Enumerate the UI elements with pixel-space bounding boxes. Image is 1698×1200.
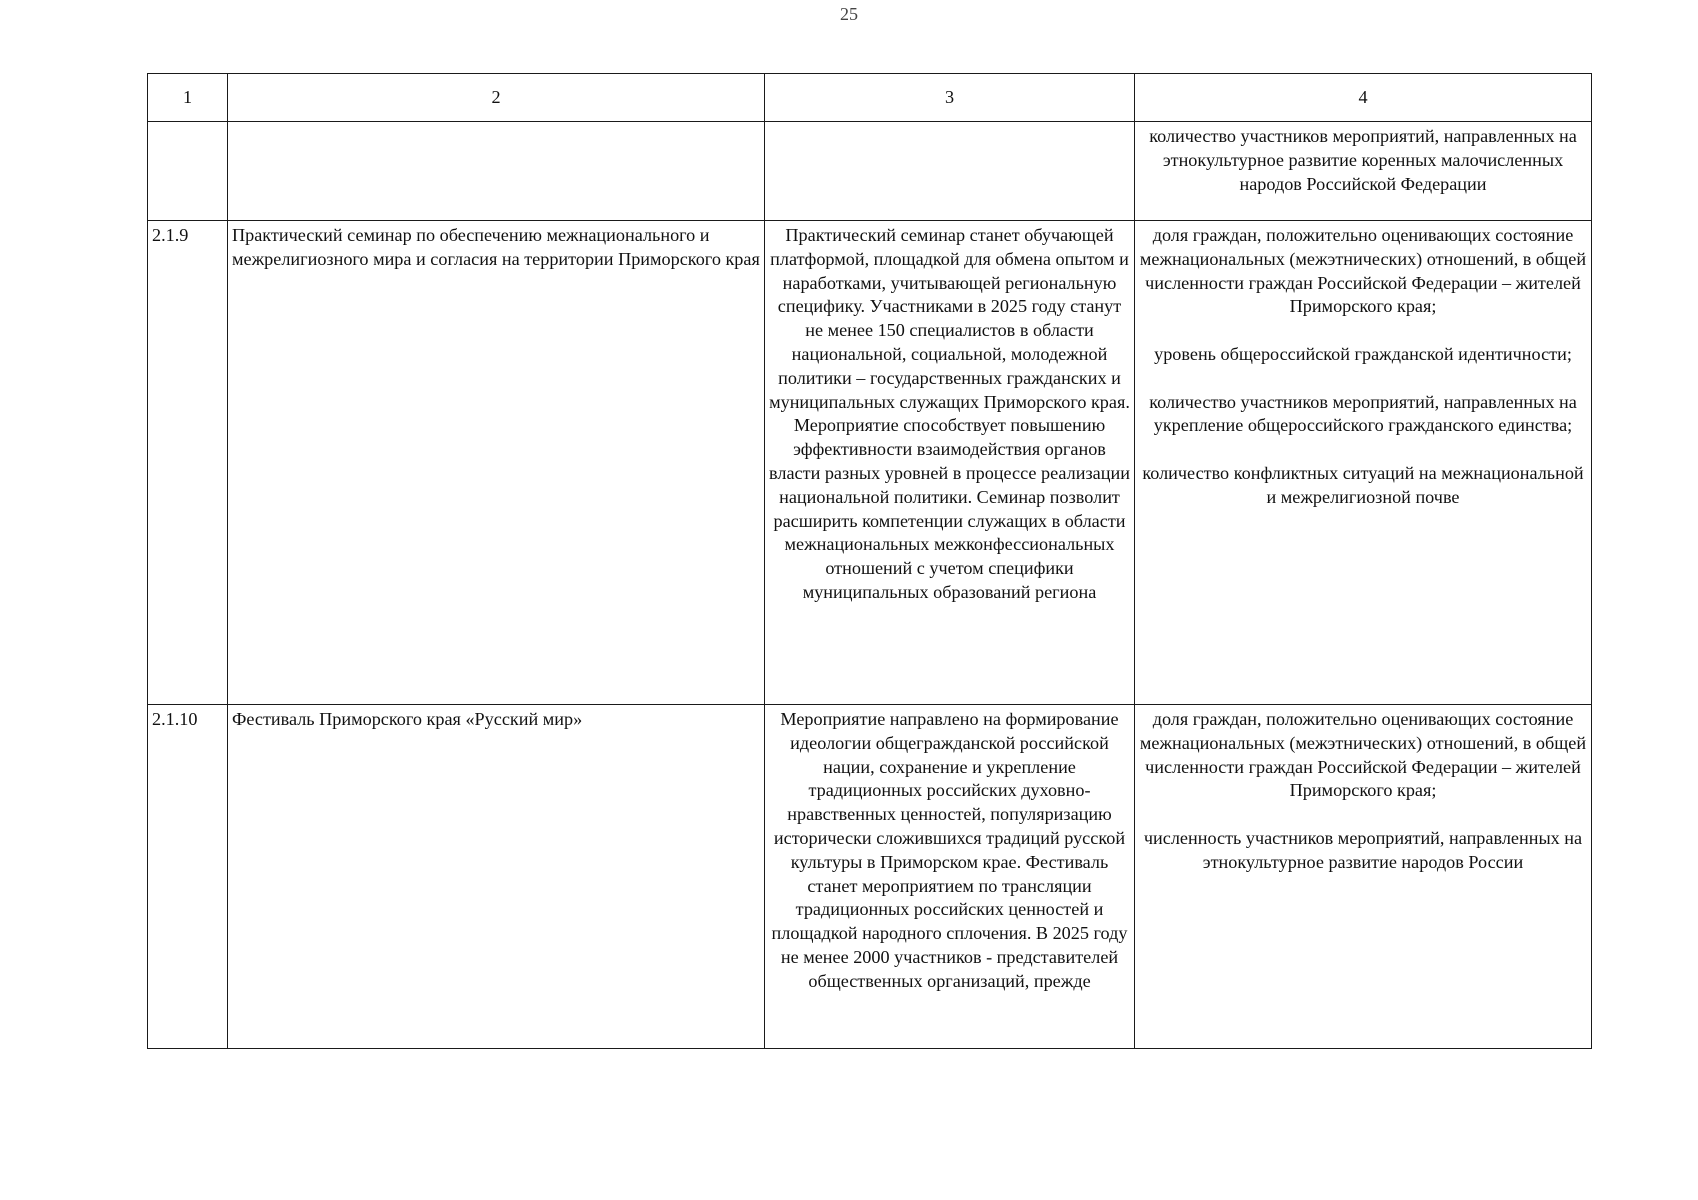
indicator-text: количество участников мероприятий, направленных на этнокультурное развитие коренных малочисленных народов Российской Федерации: [1149, 126, 1577, 194]
page-number: 25: [840, 4, 858, 24]
row-number-cell: [148, 122, 228, 221]
table-row: [148, 705, 1592, 1049]
indicators-cell: [1135, 221, 1592, 705]
measures-table: [147, 73, 1592, 1049]
measure-name-cell: Практический семинар по обеспечению межнационального и межрелигиозного мира и согласия на территории Приморского края: [228, 221, 765, 705]
indicators-cell: [1135, 122, 1592, 221]
indicator-text: численность участников мероприятий, направленных на этнокультурное развитие народов России: [1143, 827, 1583, 872]
column-number-header: 3: [765, 74, 1135, 122]
indicator-text: количество участников мероприятий, направленных на укрепление общероссийского гражданского единства;: [1149, 391, 1577, 436]
column-number-header: 1: [148, 74, 228, 122]
column-number-header: 4: [1135, 74, 1592, 122]
row-number-cell: 2.1.9: [148, 221, 228, 705]
measure-description-cell: Практический семинар станет обучающей платформой, площадкой для обмена опытом и наработками, учитывающей региональную специфику. Участниками в 2025 году станут не менее 150 специалистов в области национальной, социальной, молодежной политики – государственных гражданских и муниципальных служащих Приморского края. Мероприятие способствует повышению эффективности взаимодействия органов власти разных уровней в процессе реализации национальной политики. Семинар позволит расширить компетенции служащих в области межнациональных межконфессиональных отношений с учетом специфики муниципальных образований региона: [765, 221, 1135, 705]
table-row: [148, 221, 1592, 705]
indicator-text: доля граждан, положительно оценивающих состояние межнациональных (межэтнических) отношений, в общей численности граждан Российской Федерации – жителей Приморского края;: [1139, 225, 1587, 317]
table-row: [148, 122, 1592, 221]
indicator-text: доля граждан, положительно оценивающих состояние межнациональных (межэтнических) отношений, в общей численности граждан Российской Федерации – жителей Приморского края;: [1139, 709, 1587, 801]
measure-name-cell: [228, 122, 765, 221]
indicator-text: уровень общероссийской гражданской идентичности;: [1154, 343, 1572, 364]
column-number-header: 2: [228, 74, 765, 122]
row-number-cell: 2.1.10: [148, 705, 228, 1049]
indicators-cell: [1135, 705, 1592, 1049]
table-header-row: [148, 74, 1592, 122]
measure-description-cell: Мероприятие направлено на формирование идеологии общегражданской российской нации, сохранение и укрепление традиционных российских духовно-нравственных ценностей, популяризацию исторически сложившихся традиций русской культуры в Приморском крае. Фестиваль станет мероприятием по трансляции традиционных российских ценностей и площадкой народного сплочения. В 2025 году не менее 2000 участников - представителей общественных организаций, прежде: [765, 705, 1135, 1049]
indicator-text: количество конфликтных ситуаций на межнациональной и межрелигиозной почве: [1142, 462, 1584, 507]
measure-name-cell: Фестиваль Приморского края «Русский мир»: [228, 705, 765, 1049]
measure-description-cell: [765, 122, 1135, 221]
